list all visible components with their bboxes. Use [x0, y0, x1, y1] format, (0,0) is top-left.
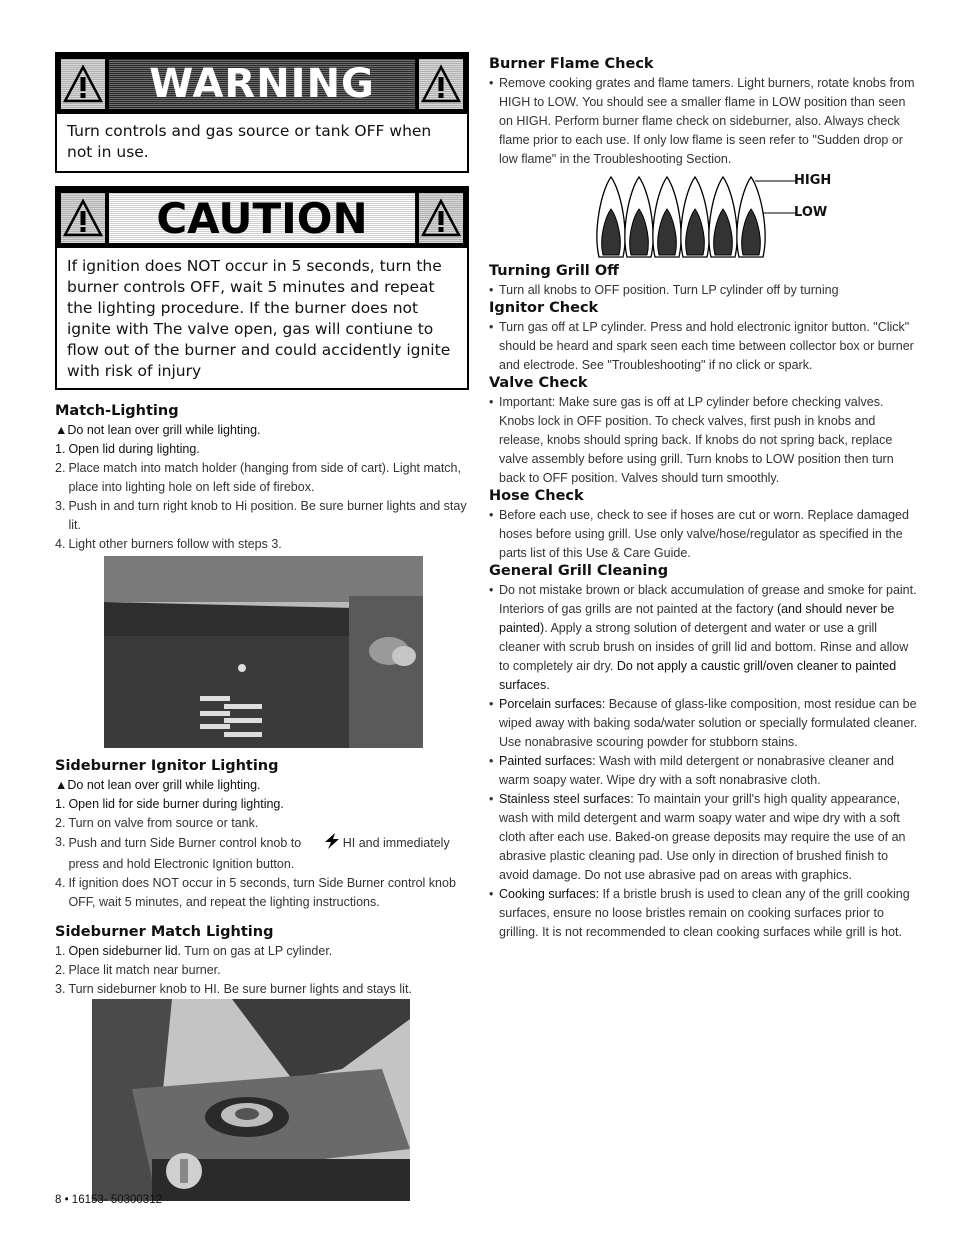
- warning-title: WARNING: [149, 61, 375, 107]
- list-item: • Turn gas off at LP cylinder. Press and hold electronic ignitor button. "Click" should be heard and spark seen each time between collector box or burner and electrode. See "Troubleshooting" if no click or spark.: [489, 320, 914, 372]
- flame-diagram: [591, 171, 921, 261]
- sideburner-match-heading: Sideburner Match Lighting: [55, 924, 274, 940]
- valve-check-section: [489, 375, 919, 488]
- list-item: • Do not mistake brown or black accumulation of grease and smoke for paint. Interiors of gas grills are not painted at the factory (and should never be painted). Apply a strong solution of detergent and water or use a grill cleaner with scrub brush on insides of grill lid and bottom. Rinse and allow to completely air dry. Do not apply a caustic grill/oven cleaner to painted surfaces.: [489, 583, 917, 692]
- ignitor-check-section: [489, 300, 919, 375]
- list-item: 2. Turn on valve from source or tank.: [55, 816, 259, 830]
- list-item: 1. Open lid during lighting.: [55, 442, 200, 456]
- burner-flame-check-heading: Burner Flame Check: [489, 56, 654, 72]
- match-lighting-heading: Match-Lighting: [55, 403, 179, 419]
- list-item: 3. Push and turn Side Burner control knob to HI and immediately press and hold Electronic Ignition button.: [55, 835, 450, 871]
- warning-banner: [57, 54, 467, 114]
- list-item: • Important: Make sure gas is off at LP cylinder before checking valves. Knobs lock in OFF position. To check valves, first push in knobs and release, knobs should spring back. If knobs do not spring back, replace valve assembly before using grill. Turn knobs to LOW position then turn back to OFF position. Valves should turn smoothly.: [489, 395, 894, 485]
- list-item: • Cooking surfaces: If a bristle brush is used to clean any of the grill cooking surfaces, ensure no loose bristles remain on cooking surfaces prior to grilling. It is not recommended to clean cooking surfaces while grill is hot.: [489, 887, 910, 939]
- sideburner-match-section: [55, 924, 470, 999]
- warning-box: [55, 52, 469, 173]
- match-lighting-section: [55, 403, 470, 554]
- caution-banner: [57, 188, 467, 248]
- burner-flame-check-section: [489, 56, 919, 261]
- list-item: • Porcelain surfaces: Because of glass-like composition, most residue can be wiped away with baking soda/water solution or specially formulated cleaner. Use nonabrasive scouring powder for stubborn stains.: [489, 697, 918, 749]
- warning-text: Turn controls and gas source or tank OFF when not in use.: [67, 122, 432, 161]
- list-item: 4. Light other burners follow with steps 3.: [55, 537, 282, 551]
- turning-grill-off-section: [489, 263, 919, 300]
- sideburner-ignitor-section: [55, 758, 470, 912]
- list-item: 2. Place match into match holder (hanging from side of cart). Light match, place into lighting hole on left side of firebox.: [55, 461, 461, 494]
- hose-check-section: [489, 488, 919, 563]
- left-column: [55, 52, 470, 1201]
- caution-triangle-icon: [419, 193, 463, 243]
- caution-box: [55, 186, 469, 390]
- list-item: • Stainless steel surfaces: To maintain your grill's high quality appearance, wash with mild detergent and warm soapy water and wipe dry with a soft cloth after each use. Baked-on grease deposits may require the use of an abrasive plastic cleaning pad. Use only in direction of brushed finish to avoid damage. Do not use abrasive pad on areas with graphics.: [489, 792, 906, 882]
- warning-triangle-icon: [419, 59, 463, 109]
- list-item: 2. Place lit match near burner.: [55, 963, 221, 977]
- warning-triangle-icon: [61, 59, 105, 109]
- list-item: • Painted surfaces: Wash with mild detergent or nonabrasive cleaner and warm soapy water. Wipe dry with a soft nonabrasive cloth.: [489, 754, 894, 787]
- general-cleaning-heading: General Grill Cleaning: [489, 563, 669, 579]
- general-cleaning-section: [489, 563, 919, 942]
- caution-triangle-icon: [61, 193, 105, 243]
- spark-icon: [323, 833, 341, 855]
- list-item: • Turn all knobs to OFF position. Turn LP cylinder off by turning: [489, 283, 839, 297]
- caution-text: If ignition does NOT occur in 5 seconds, turn the burner controls OFF, wait 5 minutes and repeat the lighting procedure. If the burner does not ignite with The valve open, gas will contiune to flow out of the burner and could accidently ignite with risk of injury: [67, 257, 451, 380]
- grill-photo: [104, 556, 423, 748]
- high-label: HIGH: [794, 173, 832, 188]
- ignitor-check-heading: Ignitor Check: [489, 300, 599, 316]
- hose-check-heading: Hose Check: [489, 488, 584, 504]
- right-column: [489, 56, 919, 942]
- match-lighting-alert: ▲Do not lean over grill while lighting.: [55, 423, 261, 437]
- list-item: • Before each use, check to see if hoses are cut or worn. Replace damaged hoses before using grill. Use only valve/hose/regulator as specified in the parts list of this Use & Care Guide.: [489, 508, 909, 560]
- valve-check-heading: Valve Check: [489, 375, 588, 391]
- list-item: 1. Open lid for side burner during lighting.: [55, 797, 284, 811]
- sideburner-ignitor-heading: Sideburner Ignitor Lighting: [55, 758, 279, 774]
- list-item: 4. If ignition does NOT occur in 5 seconds, turn Side Burner control knob OFF, wait 5 minutes, and repeat the lighting instructions.: [55, 876, 456, 909]
- list-item: • Remove cooking grates and flame tamers. Light burners, rotate knobs from HIGH to LOW. You should see a smaller flame in LOW position than seen on HIGH. Perform burner flame check on sideburner, also. Always check flame prior to each use. If only low flame is seen refer to "Sudden drop or low flame" in the Troubleshooting Section.: [489, 76, 915, 166]
- list-item: 1. Open sideburner lid. Turn on gas at LP cylinder.: [55, 944, 333, 958]
- sideburner-photo: [92, 999, 410, 1201]
- caution-title: CAUTION: [156, 193, 368, 243]
- page-footer: 8 • 16153- 50300312: [55, 1194, 162, 1206]
- low-label: LOW: [794, 205, 828, 220]
- list-item: 3. Turn sideburner knob to HI. Be sure burner lights and stays lit.: [55, 982, 412, 996]
- turning-grill-off-heading: Turning Grill Off: [489, 263, 619, 279]
- sideburner-ignitor-alert: ▲Do not lean over grill while lighting.: [55, 778, 261, 792]
- list-item: 3. Push in and turn right knob to Hi position. Be sure burner lights and stay lit.: [55, 499, 467, 532]
